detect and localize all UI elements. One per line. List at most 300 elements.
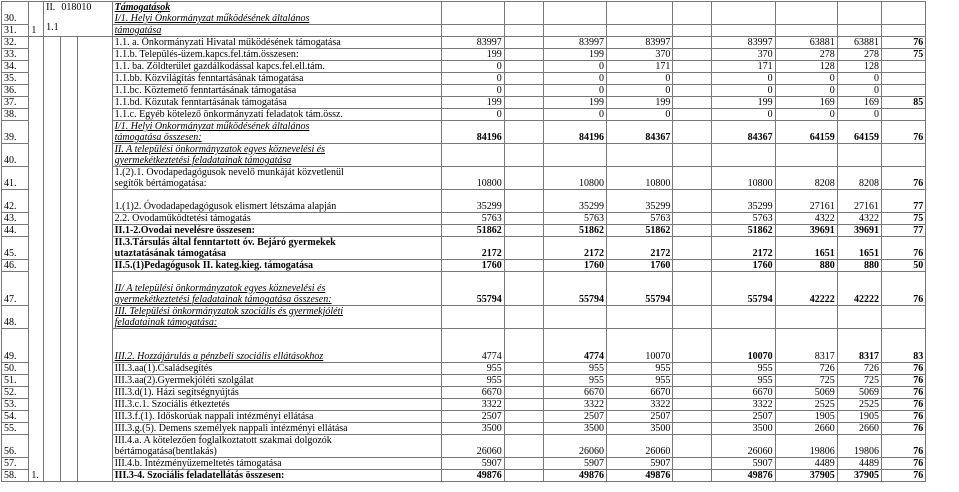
original-plan <box>441 25 504 37</box>
percent <box>882 144 926 167</box>
modified-plan-a: 83997 <box>543 37 606 49</box>
modified-plan-b: 5763 <box>606 213 672 225</box>
mod-gap <box>673 37 712 49</box>
original-plan: 35299 <box>441 190 504 213</box>
table-row <box>2 435 958 458</box>
description-line: I/1. Helyi Önkormányzat működésének általános <box>114 121 310 132</box>
row-number: 50. <box>2 363 29 375</box>
performance-a <box>775 2 837 25</box>
original-plan: 10800 <box>441 167 504 190</box>
description-line: feladatainak támogatása: <box>114 317 218 328</box>
mod-gap <box>673 225 712 237</box>
row-number: 49. <box>2 329 29 363</box>
modified-plan-a: 1760 <box>543 260 606 272</box>
table-body <box>2 2 958 482</box>
row-description <box>112 329 441 363</box>
row-number: 58. <box>2 470 29 482</box>
performance-b <box>837 306 881 329</box>
percent: 76 <box>882 375 926 387</box>
description-line: 2.2. Óvodaműködtetési támogatás <box>114 213 251 224</box>
performance-b: 5069 <box>837 387 881 399</box>
group-label-1 <box>29 2 44 37</box>
table-row <box>2 458 958 470</box>
row-number: 44. <box>2 225 29 237</box>
row-number: 33. <box>2 49 29 61</box>
orig-gap <box>504 375 543 387</box>
modified-plan-b: 83997 <box>606 37 672 49</box>
row-number: 41. <box>2 167 29 190</box>
modified-plan-b: 0 <box>606 85 672 97</box>
performance-a: 8208 <box>775 167 837 190</box>
percent <box>882 2 926 25</box>
subgroup-label: 1.1 <box>46 22 59 33</box>
modified-plan-c: 0 <box>712 85 775 97</box>
description-line: III.3-4. Szociális feladatellátás összesen: <box>114 470 285 481</box>
mod-gap <box>673 363 712 375</box>
row-description <box>112 97 441 109</box>
performance-a: 880 <box>775 260 837 272</box>
mod-gap <box>673 470 712 482</box>
modified-plan-c: 6670 <box>712 387 775 399</box>
mod-gap <box>673 121 712 144</box>
performance-b: 0 <box>837 85 881 97</box>
percent: 75 <box>882 213 926 225</box>
table-row <box>2 213 958 225</box>
mod-gap <box>673 49 712 61</box>
modified-plan-c: 5907 <box>712 458 775 470</box>
orig-gap <box>504 225 543 237</box>
modified-plan-b: 199 <box>606 97 672 109</box>
percent: 75 <box>882 49 926 61</box>
description-line: II.3.Társulás által fenntartott óv. Bejáró gyermekek <box>114 237 336 248</box>
table-row <box>2 260 958 272</box>
performance-b: 1905 <box>837 411 881 423</box>
orig-gap <box>504 399 543 411</box>
row-number: 35. <box>2 73 29 85</box>
orig-gap <box>504 260 543 272</box>
row-description <box>112 73 441 85</box>
table-row <box>2 423 958 435</box>
performance-b: 64159 <box>837 121 881 144</box>
index-cell <box>61 37 78 482</box>
original-plan: 4774 <box>441 329 504 363</box>
table-row <box>2 167 958 190</box>
modified-plan-b: 955 <box>606 363 672 375</box>
performance-a <box>775 144 837 167</box>
performance-a: 19806 <box>775 435 837 458</box>
description-line: III.2. Hozzájárulás a pénzbeli szociális ellátásokhoz <box>114 351 324 362</box>
percent: 76 <box>882 272 926 306</box>
row-number: 52. <box>2 387 29 399</box>
modified-plan-b <box>606 2 672 25</box>
modified-plan-c: 10800 <box>712 167 775 190</box>
modified-plan-b <box>606 25 672 37</box>
modified-plan-c: 3500 <box>712 423 775 435</box>
row-description <box>112 121 441 144</box>
performance-a: 0 <box>775 109 837 121</box>
modified-plan-a <box>543 306 606 329</box>
orig-gap <box>504 387 543 399</box>
row-description <box>112 306 441 329</box>
modified-plan-c: 0 <box>712 73 775 85</box>
modified-plan-b: 26060 <box>606 435 672 458</box>
orig-gap <box>504 121 543 144</box>
original-plan: 84196 <box>441 121 504 144</box>
modified-plan-a: 51862 <box>543 225 606 237</box>
modified-plan-a: 6670 <box>543 387 606 399</box>
performance-b <box>837 25 881 37</box>
mod-gap <box>673 73 712 85</box>
row-number: 40. <box>2 144 29 167</box>
table-row <box>2 61 958 73</box>
mod-gap <box>673 387 712 399</box>
orig-gap <box>504 37 543 49</box>
performance-a: 2660 <box>775 423 837 435</box>
row-description <box>112 37 441 49</box>
modified-plan-c: 83997 <box>712 37 775 49</box>
performance-b <box>837 144 881 167</box>
row-description <box>112 363 441 375</box>
row-number: 51. <box>2 375 29 387</box>
modified-plan-b: 6670 <box>606 387 672 399</box>
description-line: 1.1.bd. Közutak fenntartásának támogatása <box>114 97 287 108</box>
orig-gap <box>504 85 543 97</box>
performance-a: 0 <box>775 85 837 97</box>
original-plan: 51862 <box>441 225 504 237</box>
modified-plan-a: 55794 <box>543 272 606 306</box>
modified-plan-b: 955 <box>606 375 672 387</box>
orig-gap <box>504 167 543 190</box>
row-description <box>112 470 441 482</box>
row-number: 30. <box>2 2 29 25</box>
percent <box>882 61 926 73</box>
percent: 83 <box>882 329 926 363</box>
modified-plan-b <box>606 306 672 329</box>
performance-a: 725 <box>775 375 837 387</box>
modified-plan-a: 199 <box>543 97 606 109</box>
modified-plan-c: 51862 <box>712 225 775 237</box>
original-plan: 26060 <box>441 435 504 458</box>
description-line: Támogatások <box>114 2 171 13</box>
row-description <box>112 411 441 423</box>
percent: 76 <box>882 387 926 399</box>
description-line: III.3.g.(5). Demens személyek nappali intézményi ellátása <box>114 423 348 434</box>
row-description <box>112 61 441 73</box>
original-plan: 3322 <box>441 399 504 411</box>
percent <box>882 306 926 329</box>
original-plan <box>441 306 504 329</box>
modified-plan-a: 0 <box>543 85 606 97</box>
orig-gap <box>504 25 543 37</box>
percent: 76 <box>882 237 926 260</box>
performance-b: 19806 <box>837 435 881 458</box>
performance-a: 1651 <box>775 237 837 260</box>
description-line: III.3.aa(1).Családsegítés <box>114 363 213 374</box>
modified-plan-a: 2172 <box>543 237 606 260</box>
description-line <box>115 190 439 201</box>
original-plan: 2507 <box>441 411 504 423</box>
mod-gap <box>673 306 712 329</box>
row-description <box>112 213 441 225</box>
original-plan <box>441 144 504 167</box>
table-row <box>2 37 958 49</box>
performance-a: 5069 <box>775 387 837 399</box>
performance-b: 725 <box>837 375 881 387</box>
row-number: 39. <box>2 121 29 144</box>
performance-b: 8317 <box>837 329 881 363</box>
modified-plan-a: 84196 <box>543 121 606 144</box>
row-number: 45. <box>2 237 29 260</box>
table-row <box>2 306 958 329</box>
percent: 76 <box>882 167 926 190</box>
row-number: 43. <box>2 213 29 225</box>
modified-plan-c <box>712 25 775 37</box>
modified-plan-c: 955 <box>712 375 775 387</box>
performance-b: 2525 <box>837 399 881 411</box>
modified-plan-a: 49876 <box>543 470 606 482</box>
percent: 76 <box>882 423 926 435</box>
table-row <box>2 399 958 411</box>
modified-plan-c: 55794 <box>712 272 775 306</box>
description-line: III.4.b. Intézményüzemeltetés támogatása <box>114 458 282 469</box>
description-line: 1.(1)2. Óvodadapedagógusok elismert létszáma alapján <box>114 201 337 212</box>
group-label-main: 1. <box>29 37 44 482</box>
table-row <box>2 2 958 25</box>
modified-plan-c: 35299 <box>712 190 775 213</box>
original-plan <box>441 2 504 25</box>
modified-plan-a: 26060 <box>543 435 606 458</box>
description-line: III.4.a. A kötelezően foglalkoztatott szakmai dolgozók <box>114 435 332 446</box>
modified-plan-a: 0 <box>543 73 606 85</box>
original-plan: 955 <box>441 375 504 387</box>
modified-plan-a: 955 <box>543 363 606 375</box>
description-line: II.5.(1)Pedagógusok II. kateg.kieg. támogatása <box>114 260 313 271</box>
description-line <box>115 329 439 340</box>
modified-plan-b: 0 <box>606 73 672 85</box>
row-description <box>112 237 441 260</box>
row-number: 34. <box>2 61 29 73</box>
performance-b: 39691 <box>837 225 881 237</box>
description-line: 1.1.bb. Közvilágítás fenntartásának támogatása <box>114 73 304 84</box>
performance-a: 37905 <box>775 470 837 482</box>
table-row <box>2 73 958 85</box>
original-plan: 55794 <box>441 272 504 306</box>
table-row <box>2 329 958 363</box>
table-row <box>2 121 958 144</box>
original-plan: 0 <box>441 109 504 121</box>
modified-plan-b: 5907 <box>606 458 672 470</box>
performance-b: 1651 <box>837 237 881 260</box>
orig-gap <box>504 458 543 470</box>
modified-plan-b: 2507 <box>606 411 672 423</box>
performance-b: 169 <box>837 97 881 109</box>
performance-a: 2525 <box>775 399 837 411</box>
performance-b: 128 <box>837 61 881 73</box>
modified-plan-b: 55794 <box>606 272 672 306</box>
description-line: III.3.d(1). Házi segítségnyújtás <box>114 387 239 398</box>
modified-plan-c: 2172 <box>712 237 775 260</box>
percent <box>882 85 926 97</box>
performance-a: 1905 <box>775 411 837 423</box>
row-description <box>112 272 441 306</box>
description-line: utaztatásának támogatása <box>114 248 227 259</box>
modified-plan-a: 955 <box>543 375 606 387</box>
row-description <box>112 49 441 61</box>
performance-a: 4322 <box>775 213 837 225</box>
mod-gap <box>673 237 712 260</box>
percent: 77 <box>882 225 926 237</box>
original-plan: 2172 <box>441 237 504 260</box>
performance-b: 27161 <box>837 190 881 213</box>
percent <box>882 25 926 37</box>
orig-gap <box>504 109 543 121</box>
performance-b: 2660 <box>837 423 881 435</box>
row-number: 31. <box>2 25 29 37</box>
description-line: 1.1. ba. Zöldterület gazdálkodással kapcs.fel.ell.tám. <box>114 61 325 72</box>
modified-plan-a: 4774 <box>543 329 606 363</box>
row-description <box>112 109 441 121</box>
row-number: 53. <box>2 399 29 411</box>
row-description <box>112 458 441 470</box>
modified-plan-c: 2507 <box>712 411 775 423</box>
table-row <box>2 190 958 213</box>
table-row <box>2 387 958 399</box>
modified-plan-b <box>606 144 672 167</box>
modified-plan-a: 10800 <box>543 167 606 190</box>
orig-gap <box>504 329 543 363</box>
row-number: 57. <box>2 458 29 470</box>
original-plan: 955 <box>441 363 504 375</box>
percent: 50 <box>882 260 926 272</box>
row-description <box>112 399 441 411</box>
orig-gap <box>504 411 543 423</box>
modified-plan-c: 1760 <box>712 260 775 272</box>
original-plan: 3500 <box>441 423 504 435</box>
mod-gap <box>673 213 712 225</box>
modified-plan-c: 370 <box>712 49 775 61</box>
modified-plan-c: 26060 <box>712 435 775 458</box>
modified-plan-b: 84367 <box>606 121 672 144</box>
mod-gap <box>673 411 712 423</box>
performance-a: 64159 <box>775 121 837 144</box>
row-number: 46. <box>2 260 29 272</box>
description-line: III.3.aa(2).Gyermekjóléti szolgálat <box>114 375 254 386</box>
percent: 76 <box>882 458 926 470</box>
modified-plan-b: 2172 <box>606 237 672 260</box>
orig-gap <box>504 237 543 260</box>
performance-a: 4489 <box>775 458 837 470</box>
description-line: 1.1.b. Település-üzem.kapcs.fel.tám.összesen: <box>114 49 299 60</box>
orig-gap <box>504 213 543 225</box>
modified-plan-b: 49876 <box>606 470 672 482</box>
mod-gap <box>673 190 712 213</box>
orig-gap <box>504 363 543 375</box>
performance-b: 42222 <box>837 272 881 306</box>
modified-plan-b: 35299 <box>606 190 672 213</box>
description-line: gyermekétkeztetési feladatainak támogatása <box>114 155 292 166</box>
modified-plan-b: 10070 <box>606 329 672 363</box>
performance-a: 63881 <box>775 37 837 49</box>
original-plan: 5763 <box>441 213 504 225</box>
modified-plan-a: 5907 <box>543 458 606 470</box>
original-plan: 0 <box>441 73 504 85</box>
row-number: 47. <box>2 272 29 306</box>
performance-b: 37905 <box>837 470 881 482</box>
row-description <box>112 2 441 25</box>
modified-plan-c <box>712 306 775 329</box>
mod-gap <box>673 144 712 167</box>
orig-gap <box>504 97 543 109</box>
modified-plan-a: 5763 <box>543 213 606 225</box>
modified-plan-b: 1760 <box>606 260 672 272</box>
subgroup-cell <box>44 37 61 482</box>
row-number: 56. <box>2 435 29 458</box>
performance-b: 63881 <box>837 37 881 49</box>
original-plan: 5907 <box>441 458 504 470</box>
description-line: segítők bértámogatása: <box>114 178 207 189</box>
orig-gap <box>504 272 543 306</box>
performance-a: 278 <box>775 49 837 61</box>
table-row <box>2 144 958 167</box>
original-plan: 199 <box>441 49 504 61</box>
modified-plan-b: 3322 <box>606 399 672 411</box>
description-line: 1.1. a. Önkormányzati Hivatal működésének támogatása <box>114 37 341 48</box>
table-row <box>2 363 958 375</box>
mod-gap <box>673 61 712 73</box>
table-row <box>2 225 958 237</box>
performance-a <box>775 25 837 37</box>
modified-plan-c <box>712 144 775 167</box>
original-plan: 49876 <box>441 470 504 482</box>
row-description <box>112 167 441 190</box>
performance-a: 0 <box>775 73 837 85</box>
row-number: 32. <box>2 37 29 49</box>
table-row <box>2 237 958 260</box>
modified-plan-b: 370 <box>606 49 672 61</box>
performance-b: 0 <box>837 109 881 121</box>
table-row <box>2 85 958 97</box>
budget-table <box>1 1 958 482</box>
description-line: támogatása összesen: <box>114 132 202 143</box>
table-row <box>2 272 958 306</box>
modified-plan-b: 3500 <box>606 423 672 435</box>
mod-gap <box>673 260 712 272</box>
row-description <box>112 85 441 97</box>
subgroup-label <box>44 2 113 37</box>
row-number: 36. <box>2 85 29 97</box>
modified-plan-c: 0 <box>712 109 775 121</box>
description-line: III.3.c.1. Szociális étkeztetés <box>114 399 230 410</box>
description-line: bértámogatása(bentlakás) <box>114 446 217 457</box>
percent: 76 <box>882 435 926 458</box>
description-line: támogatása <box>114 25 162 36</box>
modified-plan-a: 3500 <box>543 423 606 435</box>
performance-a <box>775 306 837 329</box>
percent: 77 <box>882 190 926 213</box>
orig-gap <box>504 144 543 167</box>
mod-gap <box>673 458 712 470</box>
mod-gap <box>673 97 712 109</box>
mod-gap <box>673 399 712 411</box>
original-plan: 6670 <box>441 387 504 399</box>
modified-plan-a: 199 <box>543 49 606 61</box>
mod-gap <box>673 423 712 435</box>
modified-plan-c: 10070 <box>712 329 775 363</box>
row-number: 37. <box>2 97 29 109</box>
mod-gap <box>673 109 712 121</box>
modified-plan-c: 171 <box>712 61 775 73</box>
performance-b: 880 <box>837 260 881 272</box>
